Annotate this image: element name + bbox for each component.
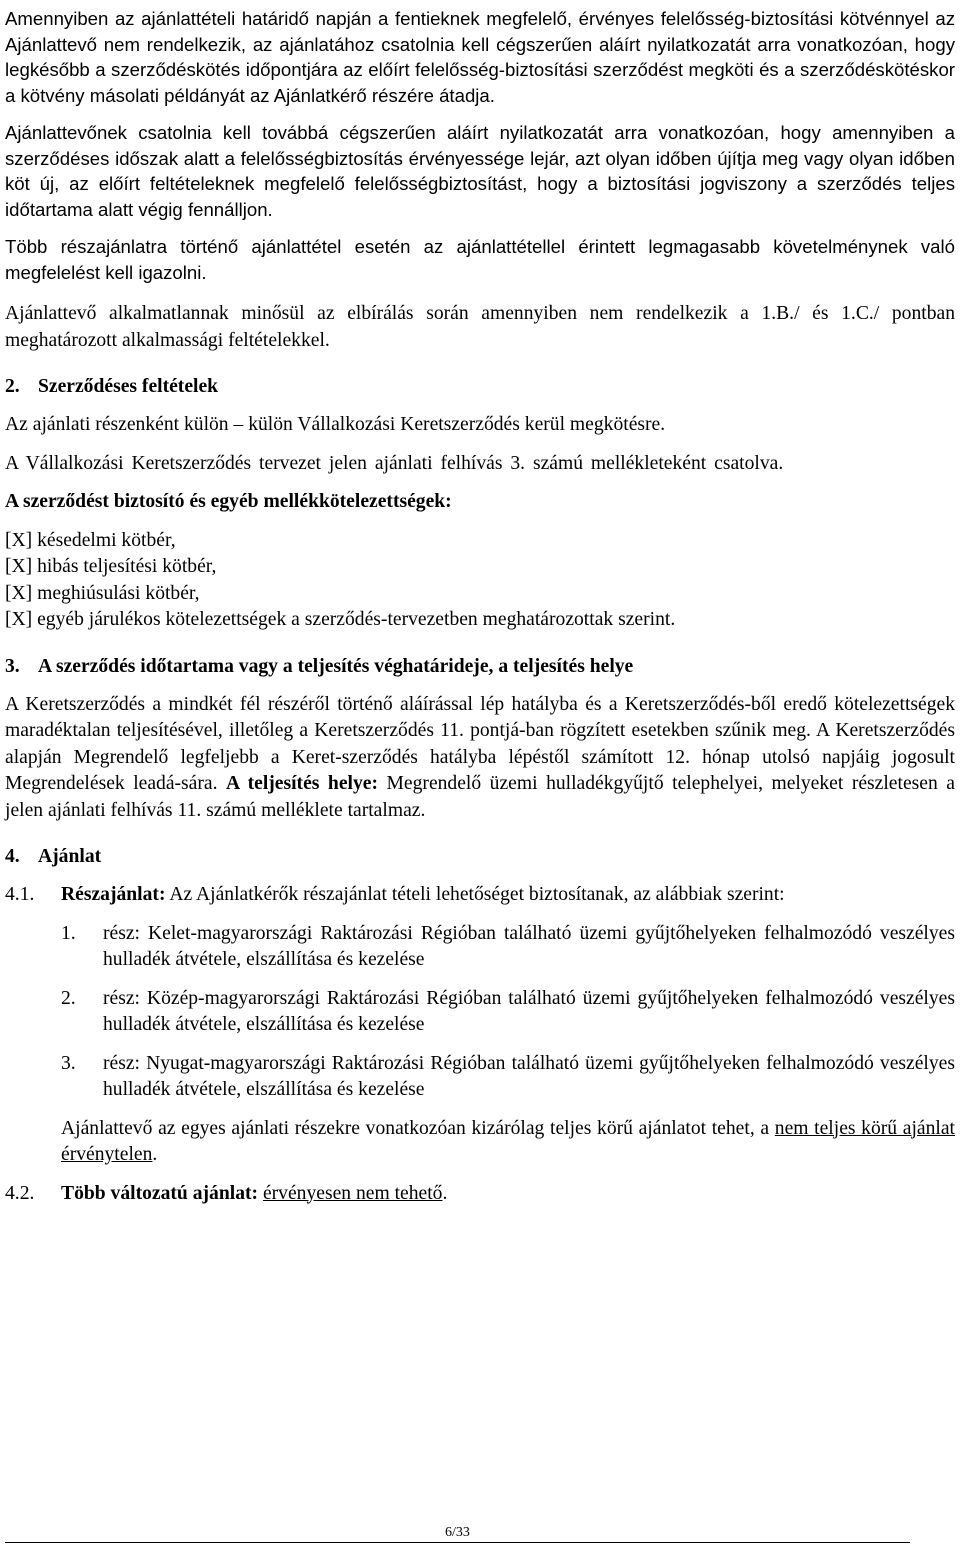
page-number: 6/33: [445, 1525, 470, 1540]
note-period: .: [152, 1144, 158, 1165]
lot-number: 3.: [61, 1052, 76, 1074]
section-2-paragraph-1: Az ajánlati részenként külön – külön Vállalkozási Keretszerződés kerül megkötésre.: [5, 414, 666, 435]
subsection-4-2-text: érvényesen nem tehető: [262, 1182, 443, 1204]
paragraph-liability-insurance: Amennyiben az ajánlattételi határidő napján a fentieknek megfelelő, érvényes felelősség-biztosítási kötvénnyel az Ajánlattevő nem rendelkezik, az ajánlatához csatolnia kell cégszerűen aláírt nyilatkozatát arra vonatkozóan, hogy legkésőbb a szerződéskötés időpontjára az előírt felelősség-biztosítási szerződést megköti és a szerződéskötéskor a kötvény másolati példányát az Ajánlatkérő részére átadja.: [5, 8, 955, 106]
paragraph-insurance-renewal: Ajánlattevőnek csatolnia kell továbbá cégszerűen aláírt nyilatkozatát arra vonatkozóan, hogy amennyiben a szerződéses időszak alatt a felelősségbiztosítás érvényessége lejár, azt olyan időben újítja meg vagy olyan időben köt új, az előírt feltételeknek megfelelő felelősségbiztosítást, hogy a biztosítási jogviszony a szerződés teljes időtartama alatt végig fennálljon.: [5, 122, 955, 220]
lot-description: rész: Közép-magyarországi Raktározási Régióban található üzemi gyűjtőhelyeken felhalmozódó veszélyes hulladék átvétele, elszállítása és kezelése: [103, 987, 955, 1035]
guarantees-title: A szerződést biztosító és egyéb mellékkötelezettségek:: [5, 491, 452, 512]
guarantee-item: [X] késedelmi kötbér,: [5, 529, 176, 551]
place-of-performance-text: Megrendelő üzemi hulladékgyűjtő telephelyei, melyeket részletesen a jelen ajánlati felhívás 11. számú melléklete tartalmaz.: [5, 773, 955, 821]
section-3-title: A szerződés időtartama vagy a teljesítés véghatárideje, a teljesítés helye: [38, 655, 634, 677]
section-3-duration-text: A Keretszerződés a mindkét fél részéről történő aláírással lép hatályba és a Keretszerződés-ből eredő kötelezettségek maradéktalan teljesítésével, illetőleg a Keretszerződés 11. pontjá-ban rögzített esetekben szűnik meg. A Keretszerződés alapján Megrendelő legfeljebb a Keret-szerződés hatályba lépéstől számított 12. hónap utolsó napjáig jogosult Megrendelések leadá-sára.: [5, 693, 955, 794]
lot-number: 2.: [61, 987, 76, 1009]
section-4-heading: [5, 844, 955, 870]
lot-description: rész: Kelet-magyarországi Raktározási Régióban található üzemi gyűjtőhelyeken felhalmozódó veszélyes hulladék átvétele, elszállítása és kezelése: [103, 922, 955, 970]
section-3-paragraph: [5, 692, 955, 825]
guarantees-list: [5, 528, 955, 634]
subsection-4-1: [5, 882, 955, 909]
subsection-4-2: [5, 1181, 955, 1208]
footer-divider: [5, 1542, 910, 1543]
paragraph-unsuitability: Ajánlattevő alkalmatlannak minősül az elbírálás során amennyiben nem rendelkezik a 1.B./ és 1.C./ pontban meghatározott alkalmassági feltételekkel.: [5, 303, 955, 351]
subsection-4-2-label: Több változatú ajánlat:: [61, 1182, 259, 1204]
section-3-number: 3.: [5, 655, 20, 677]
complete-offer-note-text: Ajánlattevő az egyes ajánlati részekre vonatkozóan kizárólag teljes körű ajánlatot tehet, a: [61, 1117, 770, 1139]
subsection-4-1-text: Az Ajánlatkérők részajánlat tételi lehetőséget biztosítanak, az alábbiak szerint:: [169, 884, 785, 905]
lot-item: [61, 986, 955, 1039]
subsection-4-2-number: 4.2.: [5, 1182, 35, 1204]
section-4-number: 4.: [5, 846, 20, 867]
section-2-heading: [5, 374, 955, 400]
guarantee-item: [X] hibás teljesítési kötbér,: [5, 556, 217, 577]
section-2-paragraph-2: A Vállalkozási Keretszerződés tervezet jelen ajánlati felhívás 3. számú mellékleteként csatolva.: [5, 452, 784, 474]
lot-item: [61, 921, 955, 974]
subsection-4-1-label: Részajánlat:: [61, 884, 166, 905]
section-4-title: Ajánlat: [38, 846, 102, 867]
section-2-number: 2.: [5, 376, 20, 397]
guarantee-item: [X] meghiúsulási kötbér,: [5, 582, 200, 604]
guarantee-item: [X] egyéb járulékos kötelezettségek a szerződés-tervezetben meghatározottak szerint.: [5, 609, 676, 630]
subsection-4-1-number: 4.1.: [5, 884, 35, 905]
lot-item: [61, 1051, 955, 1104]
incomplete-offer-invalid: nem teljes körű ajánlat érvénytelen: [61, 1117, 955, 1165]
lot-number: 1.: [61, 922, 76, 944]
lot-description: rész: Nyugat-magyarországi Raktározási Régióban található üzemi gyűjtőhelyeken felhalmozódó veszélyes hulladék átvétele, elszállítása és kezelése: [103, 1052, 955, 1100]
section-3-heading: [5, 654, 955, 680]
place-of-performance-label: A teljesítés helye:: [226, 773, 378, 794]
paragraph-multiple-parts: Több részajánlatra történő ajánlattétel esetén az ajánlattétellel érintett legmagasabb követelménynek való megfelelést kell igazolni.: [5, 236, 955, 283]
subsection-4-2-period: .: [442, 1182, 448, 1204]
complete-offer-note: [61, 1116, 955, 1169]
section-2-title: Szerződéses feltételek: [38, 376, 219, 397]
